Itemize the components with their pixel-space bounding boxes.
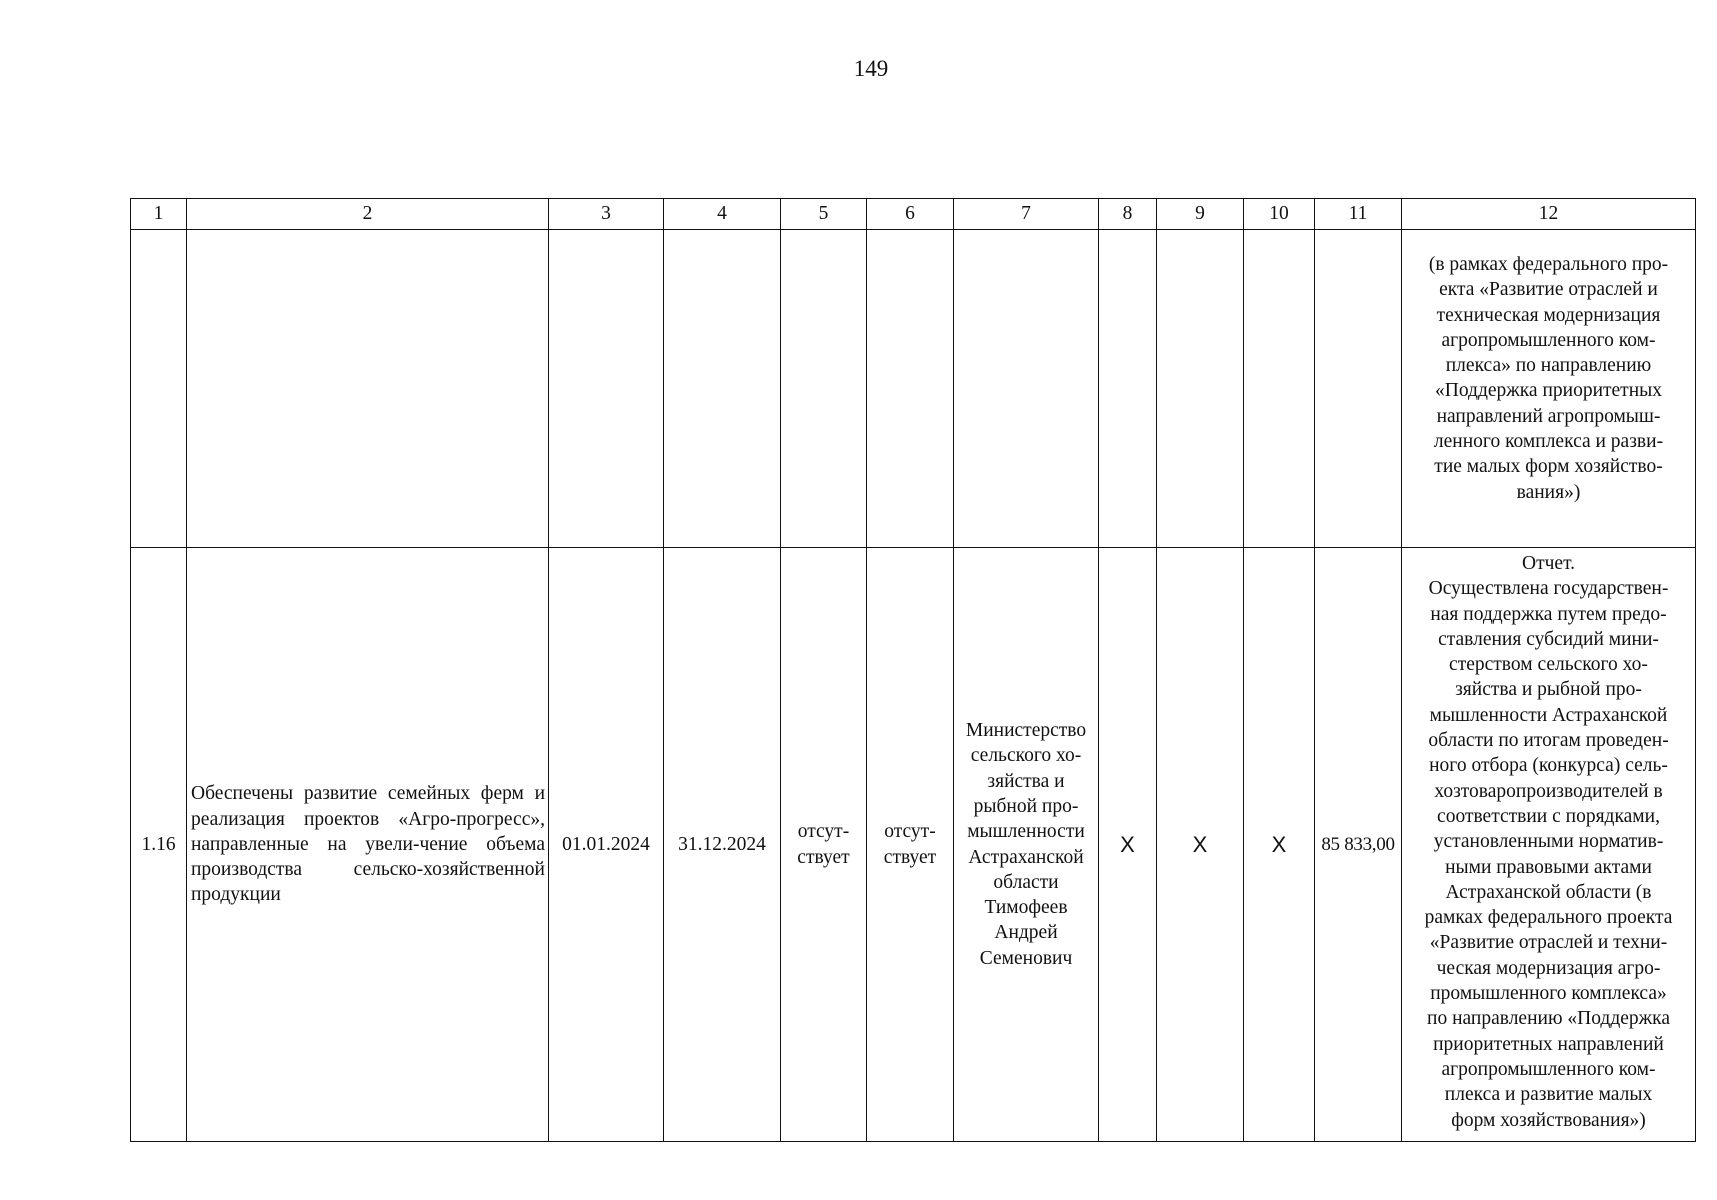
amount-cell: 85 833,00	[1315, 548, 1402, 1142]
text-line: установленными норматив-	[1433, 831, 1664, 853]
column-header: 11	[1315, 199, 1402, 230]
text-line: направлений агропромыш-	[1436, 405, 1661, 427]
table-cell	[1244, 230, 1315, 548]
text-line: ного отбора (конкурса) сель-	[1429, 755, 1668, 777]
page-number: 149	[853, 56, 889, 81]
text-line: ческая модернизация агро-	[1436, 957, 1661, 979]
text-line: тие малых форм хозяйство-	[1434, 456, 1663, 478]
text-line: по направлению «Поддержка	[1427, 1008, 1670, 1030]
col9-cell: X	[1157, 548, 1244, 1142]
text-line: отсут-	[797, 821, 850, 843]
table-cell	[867, 230, 954, 548]
continuation-row	[131, 230, 1696, 548]
col6-cell	[867, 548, 954, 1142]
text-line: ствует	[797, 846, 850, 868]
text-line: «Поддержка приоритетных	[1435, 380, 1662, 402]
column-header: 2	[187, 199, 549, 230]
column-header: 7	[954, 199, 1099, 230]
column-header: 6	[867, 199, 954, 230]
text-line: екта «Развитие отраслей и	[1439, 279, 1658, 301]
text-line: плекса» по направлению	[1445, 355, 1652, 377]
column-header: 8	[1099, 199, 1157, 230]
table-cell	[664, 230, 781, 548]
col10-cell: X	[1244, 548, 1315, 1142]
text-line: Астраханской	[968, 846, 1084, 868]
text-line: «Развитие отраслей и техни-	[1429, 932, 1668, 954]
report-table	[130, 198, 1696, 1142]
text-line: форм хозяйствования»)	[1451, 1109, 1646, 1131]
text-line: (в рамках федерального про-	[1428, 254, 1669, 275]
text-line: области	[993, 871, 1059, 893]
table-row	[131, 548, 1696, 1142]
text-line: ными правовыми актами	[1445, 856, 1652, 878]
text-line: промышленного комплекса»	[1430, 983, 1667, 1005]
text-line: хозтоваропроизводителей в	[1434, 780, 1663, 802]
text-line: мышленности	[967, 821, 1085, 843]
text-line: агропромышленного ком-	[1441, 329, 1656, 351]
col5-cell	[781, 548, 867, 1142]
report-cell	[1402, 548, 1696, 1142]
text-line: соответствии с порядками,	[1437, 805, 1660, 827]
column-header: 4	[664, 199, 781, 230]
column-header: 5	[781, 199, 867, 230]
text-line: вания»)	[1516, 481, 1581, 503]
text-line: Осуществлена государствен-	[1428, 578, 1669, 600]
column-header: 3	[549, 199, 664, 230]
text-line: ная поддержка путем предо-	[1430, 603, 1667, 625]
text-line: мышленности Астраханской	[1429, 704, 1668, 726]
text-line: ставления субсидий мини-	[1438, 628, 1659, 650]
text-line: отсут-	[884, 821, 936, 843]
responsible-cell	[954, 548, 1099, 1142]
table-cell	[1315, 230, 1402, 548]
text-line: Астраханской области (в	[1445, 881, 1652, 903]
text-line: ленного комплекса и разви-	[1433, 431, 1664, 453]
text-line: рыбной про-	[973, 795, 1079, 817]
text-line: Андрей	[994, 922, 1058, 944]
table-cell	[549, 230, 664, 548]
column-header: 9	[1157, 199, 1244, 230]
text-line: Тимофеев	[984, 897, 1068, 919]
table-cell	[187, 230, 549, 548]
text-line: Семенович	[979, 947, 1073, 969]
description-text: Обеспечены развитие семейных ферм и реализация проектов «Агро-прогресс», направленные на увели-чение объема производства сельско-хозяйственной продукции	[191, 783, 545, 906]
row-number-cell: 1.16	[131, 548, 187, 1142]
text-line: области по итогам проведен-	[1428, 730, 1669, 752]
description-cell	[187, 548, 549, 1142]
text-line: Отчет.	[1522, 553, 1575, 574]
text-line: приоритетных направлений	[1433, 1033, 1664, 1055]
col8-cell: X	[1099, 548, 1157, 1142]
text-line: плекса и развитие малых	[1444, 1084, 1653, 1106]
table-header-row	[131, 199, 1696, 230]
column-header: 10	[1244, 199, 1315, 230]
text-line: зяйства и рыбной про-	[1455, 679, 1642, 701]
end-date-cell: 31.12.2024	[664, 548, 781, 1142]
column-header: 12	[1402, 199, 1696, 230]
table-cell	[1157, 230, 1244, 548]
text-line: рамках федерального проекта	[1424, 907, 1673, 929]
table-cell	[1099, 230, 1157, 548]
start-date-cell: 01.01.2024	[549, 548, 664, 1142]
text-line: стерством сельского хо-	[1449, 654, 1648, 676]
column-header: 1	[131, 199, 187, 230]
text-line: зяйства и	[987, 770, 1065, 792]
text-line: сельского хо-	[970, 745, 1082, 767]
text-line: агропромышленного ком-	[1441, 1058, 1656, 1080]
table-cell	[954, 230, 1099, 548]
table-cell	[131, 230, 187, 548]
continuation-note-cell	[1402, 230, 1696, 548]
text-line: Министерство	[965, 720, 1087, 742]
text-line: ствует	[883, 846, 937, 868]
text-line: техническая модернизация	[1436, 304, 1661, 326]
table-cell	[781, 230, 867, 548]
